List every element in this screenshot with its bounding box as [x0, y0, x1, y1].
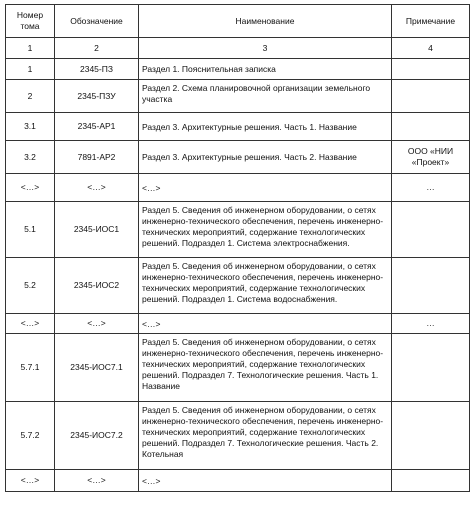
cell-volume: 3.1: [6, 113, 55, 141]
cell-note: [392, 402, 470, 470]
header-name: Наименование: [139, 5, 392, 38]
table-row: [6, 258, 470, 314]
column-number: 3: [139, 38, 392, 59]
cell-volume: 5.2: [6, 258, 55, 314]
cell-volume: 1: [6, 59, 55, 80]
cell-code: 7891-АР2: [55, 141, 139, 174]
cell-volume: <…>: [6, 174, 55, 202]
cell-note: [392, 334, 470, 402]
cell-note: …: [392, 174, 470, 202]
cell-code: 2345-ИОС7.1: [55, 334, 139, 402]
column-number: 1: [6, 38, 55, 59]
cell-name: <…>: [139, 314, 392, 334]
header-designation: Обозначение: [55, 5, 139, 38]
cell-name: <…>: [139, 174, 392, 202]
cell-volume: 3.2: [6, 141, 55, 174]
cell-code: <…>: [55, 174, 139, 202]
cell-name: Раздел 5. Сведения об инженерном оборудовании, о сетях инженерно-технического обеспечения, перечень инженерно-технических мероприятий, содержание технологических решений. Подраздел 7. Технологические решения. Часть 2. Котельная: [139, 402, 392, 470]
column-number: 4: [392, 38, 470, 59]
cell-code: 2345-АР1: [55, 113, 139, 141]
table-row: [6, 402, 470, 470]
cell-name: Раздел 2. Схема планировочной организации земельного участка: [139, 80, 392, 113]
cell-note: [392, 80, 470, 113]
cell-code: 2345-ПЗ: [55, 59, 139, 80]
cell-volume: <…>: [6, 470, 55, 492]
cell-code: 2345-ИОС2: [55, 258, 139, 314]
cell-note: [392, 113, 470, 141]
header-row: [6, 5, 470, 38]
cell-name: <…>: [139, 470, 392, 492]
cell-code: <…>: [55, 314, 139, 334]
header-note: Примечание: [392, 5, 470, 38]
cell-code: 2345-ИОС1: [55, 202, 139, 258]
cell-name: Раздел 1. Пояснительная записка: [139, 59, 392, 80]
cell-note: [392, 202, 470, 258]
cell-name: Раздел 5. Сведения об инженерном оборудовании, о сетях инженерно-технического обеспечения, перечень инженерно-технических мероприятий, содержание технологических решений. Подраздел 1. Система водоснабжения.: [139, 258, 392, 314]
cell-volume: 5.1: [6, 202, 55, 258]
cell-name: Раздел 5. Сведения об инженерном оборудовании, о сетях инженерно-технического обеспечения, перечень инженерно-технических мероприятий, содержание технологических решений. Подраздел 1. Система электроснабжения.: [139, 202, 392, 258]
cell-name: Раздел 5. Сведения об инженерном оборудовании, о сетях инженерно-технического обеспечения, перечень инженерно-технических мероприятий, содержание технологических решений. Подраздел 7. Технологические решения. Часть 1. Название: [139, 334, 392, 402]
table-row: [6, 80, 470, 113]
table-row: [6, 113, 470, 141]
cell-volume: 5.7.2: [6, 402, 55, 470]
table-row: [6, 202, 470, 258]
table-row: [6, 334, 470, 402]
cell-note: ООО «НИИ «Проект»: [392, 141, 470, 174]
cell-note: …: [392, 314, 470, 334]
volume-composition-table: [5, 4, 470, 492]
cell-name: Раздел 3. Архитектурные решения. Часть 1. Название: [139, 113, 392, 141]
cell-note: [392, 470, 470, 492]
header-volume-number: Номер тома: [6, 5, 55, 38]
cell-volume: 2: [6, 80, 55, 113]
table-row-ellipsis: [6, 470, 470, 492]
table-row-ellipsis: [6, 314, 470, 334]
cell-volume: 5.7.1: [6, 334, 55, 402]
cell-volume: <…>: [6, 314, 55, 334]
cell-code: 2345-ПЗУ: [55, 80, 139, 113]
table-row: [6, 59, 470, 80]
cell-note: [392, 258, 470, 314]
cell-name: Раздел 3. Архитектурные решения. Часть 2. Название: [139, 141, 392, 174]
cell-code: 2345-ИОС7.2: [55, 402, 139, 470]
table-row-ellipsis: [6, 174, 470, 202]
cell-note: [392, 59, 470, 80]
column-number: 2: [55, 38, 139, 59]
table-row: [6, 141, 470, 174]
column-numbering-row: [6, 38, 470, 59]
cell-code: <…>: [55, 470, 139, 492]
